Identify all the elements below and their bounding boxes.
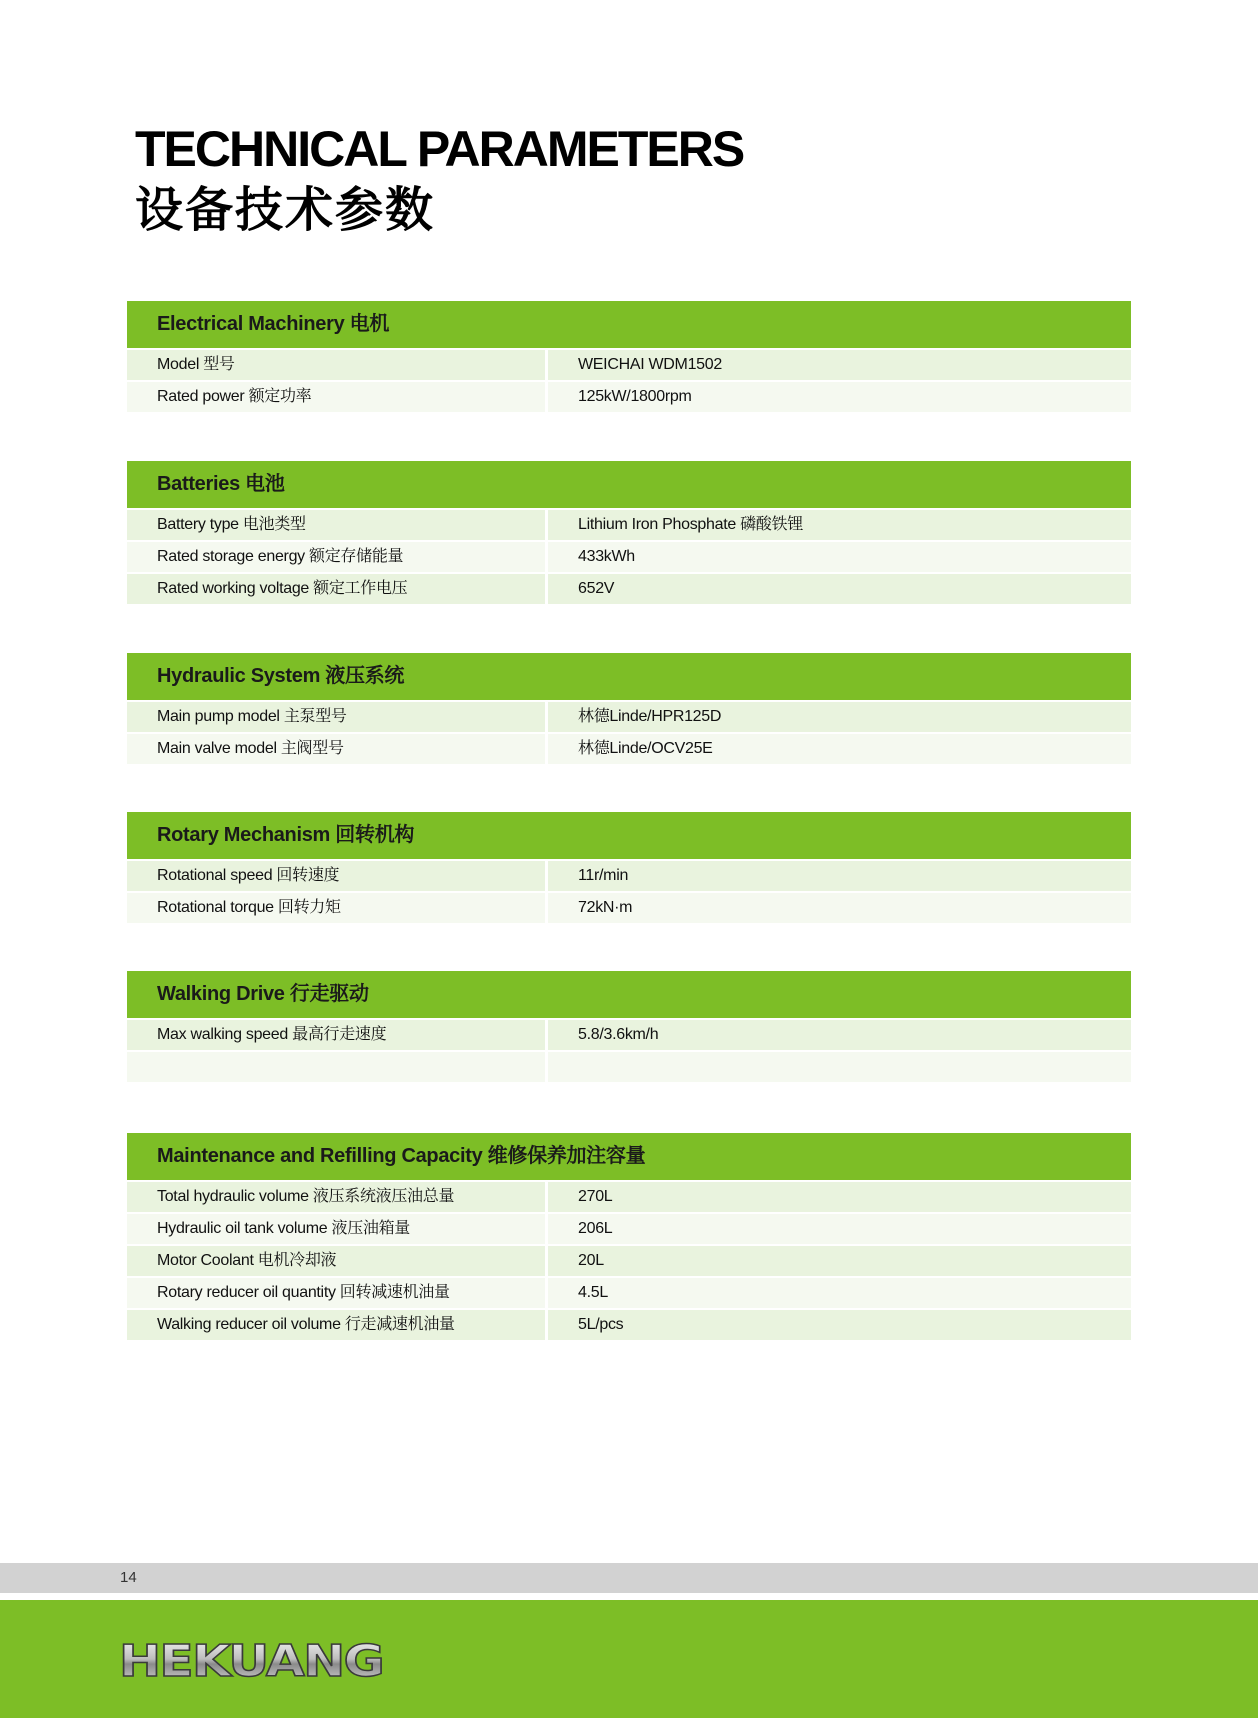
table-row bbox=[127, 1310, 1131, 1340]
section-rotary-mechanism bbox=[127, 812, 1131, 923]
param-label: Rotary reducer oil quantity 回转减速机油量 bbox=[127, 1278, 545, 1308]
table-row bbox=[127, 1182, 1131, 1212]
param-label: Total hydraulic volume 液压系统液压油总量 bbox=[127, 1182, 545, 1212]
param-value: 5L/pcs bbox=[548, 1310, 1131, 1340]
section-heading: Batteries 电池 bbox=[127, 461, 1131, 508]
param-value: WEICHAI WDM1502 bbox=[548, 350, 1131, 380]
table-row bbox=[127, 861, 1131, 891]
page-title-en: TECHNICAL PARAMETERS bbox=[135, 121, 744, 177]
param-label: Battery type 电池类型 bbox=[127, 510, 545, 540]
section-heading: Maintenance and Refilling Capacity 维修保养加注容量 bbox=[127, 1133, 1131, 1180]
hekuang-logo bbox=[117, 1636, 387, 1684]
param-value: 11r/min bbox=[548, 861, 1131, 891]
section-heading: Walking Drive 行走驱动 bbox=[127, 971, 1131, 1018]
table-row bbox=[127, 382, 1131, 412]
param-label: Rotational torque 回转力矩 bbox=[127, 893, 545, 923]
table-row bbox=[127, 702, 1131, 732]
param-value: 652V bbox=[548, 574, 1131, 604]
param-value: 林德Linde/HPR125D bbox=[548, 702, 1131, 732]
table-row bbox=[127, 1246, 1131, 1276]
param-label: Motor Coolant 电机冷却液 bbox=[127, 1246, 545, 1276]
table-row bbox=[127, 893, 1131, 923]
param-label: Rated power 额定功率 bbox=[127, 382, 545, 412]
table-row bbox=[127, 1214, 1131, 1244]
section-hydraulic-system bbox=[127, 653, 1131, 764]
table-row bbox=[127, 574, 1131, 604]
table-row bbox=[127, 350, 1131, 380]
section-walking-drive bbox=[127, 971, 1131, 1082]
param-value: 72kN·m bbox=[548, 893, 1131, 923]
page-number: 14 bbox=[120, 1569, 137, 1586]
param-label: Max walking speed 最高行走速度 bbox=[127, 1020, 545, 1050]
section-heading: Hydraulic System 液压系统 bbox=[127, 653, 1131, 700]
table-row bbox=[127, 1020, 1131, 1050]
footer-gray-band bbox=[0, 1563, 1258, 1593]
param-value: 20L bbox=[548, 1246, 1131, 1276]
param-value: 206L bbox=[548, 1214, 1131, 1244]
table-row bbox=[127, 542, 1131, 572]
param-label: Rated storage energy 额定存储能量 bbox=[127, 542, 545, 572]
param-value: Lithium Iron Phosphate 磷酸铁锂 bbox=[548, 510, 1131, 540]
param-value: 5.8/3.6km/h bbox=[548, 1020, 1131, 1050]
logo-wordmark: HEKUANG bbox=[119, 1636, 383, 1684]
section-electrical-machinery bbox=[127, 301, 1131, 412]
param-value: 林德Linde/OCV25E bbox=[548, 734, 1131, 764]
page-title-cn: 设备技术参数 bbox=[135, 184, 436, 237]
param-label: Model 型号 bbox=[127, 350, 545, 380]
section-heading: Rotary Mechanism 回转机构 bbox=[127, 812, 1131, 859]
param-value: 4.5L bbox=[548, 1278, 1131, 1308]
param-label: Hydraulic oil tank volume 液压油箱量 bbox=[127, 1214, 545, 1244]
param-value: 125kW/1800rpm bbox=[548, 382, 1131, 412]
table-row bbox=[127, 510, 1131, 540]
param-label: Rotational speed 回转速度 bbox=[127, 861, 545, 891]
param-label: Walking reducer oil volume 行走减速机油量 bbox=[127, 1310, 545, 1340]
table-row bbox=[127, 1052, 1131, 1082]
param-label bbox=[127, 1052, 545, 1082]
param-label: Rated working voltage 额定工作电压 bbox=[127, 574, 545, 604]
section-heading: Electrical Machinery 电机 bbox=[127, 301, 1131, 348]
param-label: Main pump model 主泵型号 bbox=[127, 702, 545, 732]
param-value: 433kWh bbox=[548, 542, 1131, 572]
param-label: Main valve model 主阀型号 bbox=[127, 734, 545, 764]
table-row bbox=[127, 1278, 1131, 1308]
page-title bbox=[135, 118, 743, 242]
param-value: 270L bbox=[548, 1182, 1131, 1212]
section-maintenance-refilling bbox=[127, 1133, 1131, 1340]
section-batteries bbox=[127, 461, 1131, 604]
table-row bbox=[127, 734, 1131, 764]
param-value bbox=[548, 1052, 1131, 1082]
